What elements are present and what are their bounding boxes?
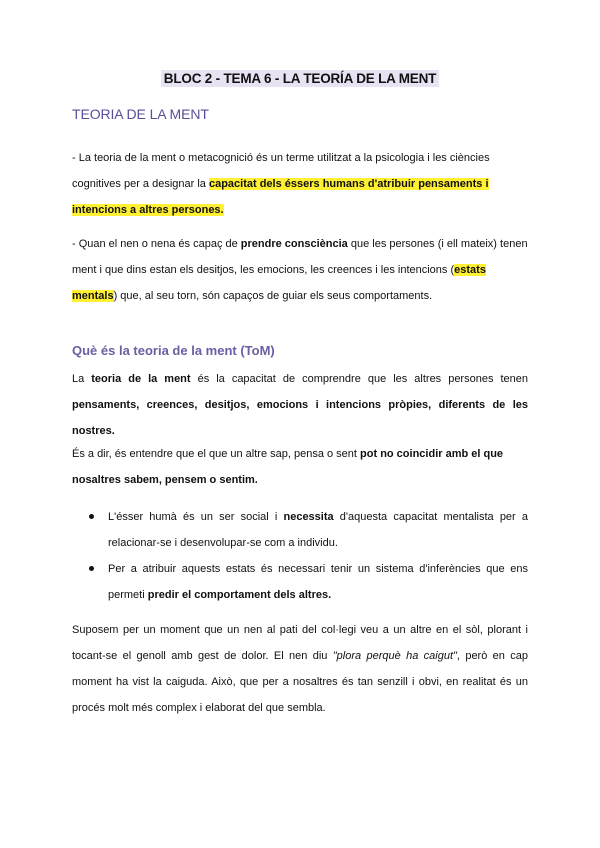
paragraph-text: Suposem per un moment que un nen al pati del col·legi veu a un altre en el sòl, plorant i tocant-se el genoll amb gest de dolor. El nen diu	[72, 624, 528, 662]
paragraph-text: que les persones (i ell mateix) tenen ment i que dins estan els desitjos, les emocions, les creences i les intencions (	[72, 238, 528, 276]
paragraph-definition	[72, 145, 528, 223]
section-heading-teoria: TEORIA DE LA MENT	[72, 106, 209, 122]
bold-text: pot no coincidir amb el que nosaltres sabem, pensem o sentim.	[72, 448, 504, 486]
paragraph-text: - La teoria de la ment o metacognició és un terme utilitzat a la psicologia i les ciències cognitives per a designar la	[72, 152, 490, 190]
bold-text: teoria de la ment	[91, 373, 191, 385]
paragraph-awareness	[72, 231, 528, 309]
paragraph-text: La	[72, 373, 92, 385]
paragraph-text: és la capacitat de comprendre que les altres persones tenen	[190, 373, 528, 385]
paragraph-example	[72, 617, 528, 721]
bold-text: predir el comportament dels altres.	[147, 589, 332, 601]
highlighted-text: capacitat dels éssers humans d'atribuir pensaments i intencions a altres persones.	[72, 178, 489, 216]
section-heading-tom: Què és la teoria de la ment (ToM)	[72, 343, 275, 358]
paragraph-text: , però en cap moment ha vist la caiguda. Això, que per a nosaltres és tan senzill i obvi, en realitat és un procés molt més complex i elaborat del que sembla.	[72, 650, 529, 714]
quoted-text: "plora perquè ha caigut"	[332, 650, 457, 662]
highlighted-text: estats mentals	[72, 264, 486, 302]
document-title: BLOC 2 - TEMA 6 - LA TEORÍA DE LA MENT	[161, 70, 439, 87]
bold-text: necessita	[283, 511, 334, 523]
bullet-icon	[89, 566, 94, 571]
title-container	[0, 70, 600, 88]
list-item-text: Per a atribuir aquests estats és necessari tenir un sistema d'inferències que ens permeti	[108, 563, 528, 601]
paragraph-text: - Quan el nen o nena és capaç de	[72, 238, 241, 250]
paragraph-meaning	[72, 441, 528, 493]
paragraph-text: ) que, al seu torn, són capaços de guiar els seus comportaments.	[113, 290, 433, 302]
list-item-text: L'ésser humà és un ser social i	[108, 511, 284, 523]
list-item	[72, 504, 528, 556]
list-item	[72, 556, 528, 608]
paragraph-tom-definition	[72, 366, 528, 444]
list-item-text: d'aquesta capacitat mentalista per a relacionar-se i desenvolupar-se com a individu.	[108, 511, 528, 549]
bullet-icon	[89, 514, 94, 519]
bold-text: prendre consciència	[240, 238, 348, 250]
bullet-list	[72, 504, 528, 608]
bold-text: pensaments, creences, desitjos, emocions i intencions pròpies, diferents de les nostres.	[72, 399, 528, 437]
paragraph-text: És a dir, és entendre que el que un altre sap, pensa o sent	[72, 448, 361, 460]
